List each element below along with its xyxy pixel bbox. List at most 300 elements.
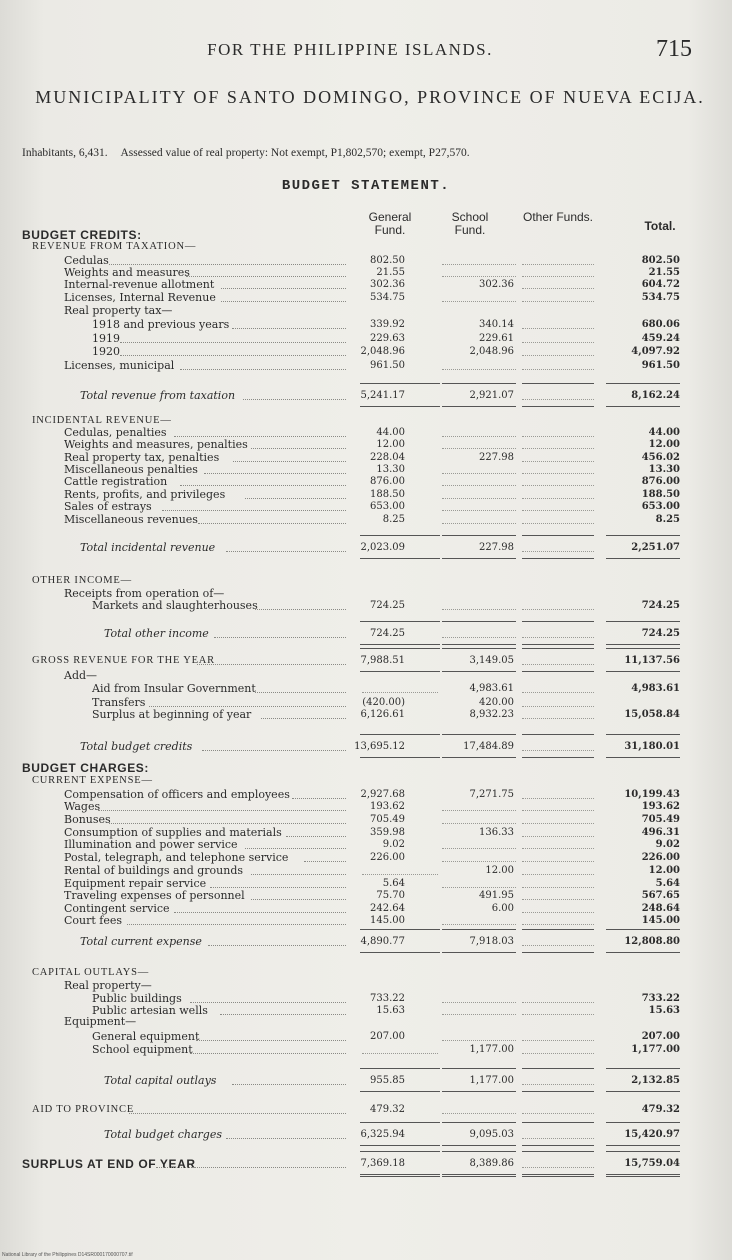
sum-rule (522, 535, 594, 536)
sum-rule (360, 621, 440, 622)
empty-cell-dots (522, 664, 594, 665)
row-label: Wages (64, 800, 101, 813)
empty-cell-dots (522, 899, 594, 900)
general-fund-value: 2,048.96 (360, 346, 405, 357)
empty-cell-dots (522, 342, 594, 343)
general-fund-value: 724.25 (370, 628, 405, 639)
general-fund-value: 15.63 (376, 1005, 405, 1016)
total-value: 10,199.43 (624, 789, 680, 800)
general-fund-value: 302.36 (370, 279, 405, 290)
sum-rule (360, 383, 440, 384)
school-fund-value: 12.00 (485, 865, 514, 876)
leader-dots (245, 498, 346, 499)
total-value: 8,162.24 (631, 390, 680, 401)
row-label: BUDGET CREDITS: (22, 228, 142, 242)
general-fund-value: (420.00) (362, 697, 405, 708)
table-row (0, 708, 732, 722)
total-value: 802.50 (641, 255, 680, 266)
total-value: 456.02 (641, 452, 680, 463)
running-head: FOR THE PHILIPPINE ISLANDS. (207, 40, 493, 59)
sum-rule (442, 535, 516, 536)
total-value: 9.02 (655, 839, 680, 850)
leader-dots (162, 510, 346, 511)
total-value: 21.55 (648, 267, 680, 278)
leader-dots (214, 637, 346, 638)
row-label: GROSS REVENUE FOR THE YEAR (32, 655, 215, 666)
row-label: Public artesian wells (92, 1004, 208, 1017)
school-fund-value: 136.33 (479, 827, 514, 838)
general-fund-value: 9.02 (382, 839, 405, 850)
row-label: Bonuses (64, 813, 111, 826)
empty-cell-dots (522, 510, 594, 511)
row-label: Compensation of officers and employees (64, 788, 290, 801)
empty-cell-dots (442, 1002, 516, 1003)
general-fund-value: 961.50 (370, 360, 405, 371)
total-value: 876.00 (641, 476, 680, 487)
empty-cell-dots (522, 301, 594, 302)
sum-rule (360, 734, 440, 735)
sum-rule (442, 929, 516, 930)
general-fund-value: 188.50 (370, 489, 405, 500)
table-row (0, 574, 732, 588)
school-fund-value: 302.36 (479, 279, 514, 290)
empty-cell-dots (442, 436, 516, 437)
row-label: 1918 and previous years (92, 318, 230, 331)
total-value: 15,058.84 (624, 709, 680, 720)
leader-dots (127, 924, 346, 925)
school-fund-value: 1,177.00 (469, 1044, 514, 1055)
total-value: 4,097.92 (631, 346, 680, 357)
table-row (0, 813, 732, 827)
empty-cell-dots (522, 924, 594, 925)
sum-rule (606, 558, 680, 559)
general-fund-value: 2,927.68 (360, 789, 405, 800)
sum-rule (360, 1068, 440, 1069)
total-value: 248.64 (641, 903, 680, 914)
table-row (0, 740, 732, 754)
table-row (0, 513, 732, 527)
sum-rule (606, 929, 680, 930)
row-label: School equipment (92, 1043, 193, 1056)
general-fund-value: 359.98 (370, 827, 405, 838)
general-fund-value: 229.63 (370, 333, 405, 344)
row-label: 1920 (92, 345, 120, 358)
total-value: 567.65 (641, 890, 680, 901)
row-label: Total incidental revenue (80, 541, 216, 554)
table-row (0, 1030, 732, 1044)
row-label: Sales of estrays (64, 500, 152, 513)
empty-cell-dots (522, 861, 594, 862)
table-row (0, 345, 732, 359)
general-fund-value: 653.00 (370, 501, 405, 512)
leader-dots (197, 664, 346, 665)
row-label: Miscellaneous revenues (64, 513, 198, 526)
empty-cell-dots (442, 637, 516, 638)
table-row (0, 1074, 732, 1088)
leader-dots (243, 399, 346, 400)
row-label: REVENUE FROM TAXATION— (32, 241, 197, 252)
school-fund-value: 1,177.00 (469, 1075, 514, 1086)
sum-rule (442, 1068, 516, 1069)
sum-rule (606, 1091, 680, 1092)
empty-cell-dots (442, 810, 516, 811)
row-label: Aid from Insular Government (92, 682, 256, 695)
general-fund-value: 5.64 (382, 878, 405, 889)
leader-dots (245, 848, 346, 849)
leader-dots (255, 692, 346, 693)
total-value: 961.50 (641, 360, 680, 371)
sum-rule (360, 535, 440, 536)
general-fund-value: 724.25 (370, 600, 405, 611)
general-fund-value: 75.70 (376, 890, 405, 901)
sum-rule (606, 1145, 680, 1146)
row-label: Licenses, municipal (64, 359, 175, 372)
school-fund-value: 6.00 (491, 903, 514, 914)
school-fund-value: 340.14 (479, 319, 514, 330)
sum-rule (522, 1091, 594, 1092)
general-fund-value: 7,988.51 (360, 655, 405, 666)
sum-rule (522, 929, 594, 930)
total-value: 226.00 (641, 852, 680, 863)
sum-rule (522, 648, 594, 649)
general-fund-value: 479.32 (370, 1104, 405, 1115)
sum-rule (442, 383, 516, 384)
sum-rule (522, 1174, 594, 1177)
row-label: BUDGET CHARGES: (22, 761, 150, 775)
total-value: 11,137.56 (624, 655, 680, 666)
total-value: 724.25 (641, 600, 680, 611)
inhabitants-count: Inhabitants, 6,431. (22, 147, 108, 159)
general-fund-value: 6,126.61 (360, 709, 405, 720)
sum-rule (360, 1122, 440, 1123)
table-row (0, 359, 732, 373)
leader-dots (174, 436, 346, 437)
sum-rule (522, 644, 594, 645)
empty-cell-dots (442, 924, 516, 925)
row-label: Transfers (92, 696, 146, 709)
table-row (0, 851, 732, 865)
table-row (0, 599, 732, 613)
empty-cell-dots (522, 551, 594, 552)
school-fund-value: 17,484.89 (463, 741, 514, 752)
row-label: CURRENT EXPENSE— (32, 775, 153, 786)
empty-cell-dots (522, 1138, 594, 1139)
row-label: SURPLUS AT END OF YEAR (22, 1157, 196, 1171)
total-value: 733.22 (641, 993, 680, 1004)
total-value: 459.24 (641, 333, 680, 344)
total-value: 705.49 (641, 814, 680, 825)
school-fund-value: 8,389.86 (469, 1158, 514, 1169)
leader-dots (210, 887, 346, 888)
total-value: 2,132.85 (631, 1075, 680, 1086)
empty-cell-dots (522, 498, 594, 499)
leader-dots (233, 461, 346, 462)
school-fund-value: 227.98 (479, 452, 514, 463)
leader-dots (221, 301, 346, 302)
empty-cell-dots (522, 609, 594, 610)
archive-stamp: National Library of the Philippines D14SR000170000707.tif (2, 1252, 133, 1258)
total-value: 479.32 (641, 1104, 680, 1115)
sum-rule (522, 757, 594, 758)
table-row (0, 864, 732, 878)
row-label: Illumination and power service (64, 838, 238, 851)
leader-dots (251, 448, 346, 449)
total-value: 12.00 (648, 865, 680, 876)
leader-dots (174, 912, 346, 913)
row-label: Surplus at beginning of year (92, 708, 252, 721)
general-fund-value: 6,325.94 (360, 1129, 405, 1140)
empty-cell-dots (442, 609, 516, 610)
sum-rule (442, 644, 516, 645)
school-fund-value: 491.95 (479, 890, 514, 901)
total-value: 1,177.00 (631, 1044, 680, 1055)
empty-cell-dots (442, 498, 516, 499)
sum-rule (360, 648, 440, 649)
sum-rule (606, 1068, 680, 1069)
row-label: 1919 (92, 332, 120, 345)
empty-cell-dots (522, 810, 594, 811)
total-value: 12,808.80 (624, 936, 680, 947)
empty-cell-dots (522, 945, 594, 946)
table-row (0, 966, 732, 980)
row-label: Total current expense (80, 935, 202, 948)
leader-dots (251, 899, 346, 900)
school-fund-value: 2,921.07 (469, 390, 514, 401)
row-label: Public buildings (92, 992, 182, 1005)
empty-cell-dots (522, 399, 594, 400)
row-label: Weights and measures, penalties (64, 438, 248, 451)
total-value: 15,759.04 (624, 1158, 680, 1169)
empty-cell-dots (442, 485, 516, 486)
total-value: 724.25 (641, 628, 680, 639)
total-value: 12.00 (648, 439, 680, 450)
empty-cell-dots (522, 1053, 594, 1054)
total-value: 188.50 (641, 489, 680, 500)
sum-rule (522, 1122, 594, 1123)
row-label: Receipts from operation of— (64, 587, 225, 600)
sum-rule (360, 1091, 440, 1092)
empty-cell-dots (362, 1053, 438, 1054)
total-value: 604.72 (641, 279, 680, 290)
empty-cell-dots (442, 276, 516, 277)
sum-rule (606, 1151, 680, 1152)
total-value: 145.00 (641, 915, 680, 926)
table-row (0, 654, 732, 668)
table-row (0, 838, 732, 852)
school-fund-value: 7,918.03 (469, 936, 514, 947)
sum-rule (606, 1122, 680, 1123)
sum-rule (442, 621, 516, 622)
table-row (0, 669, 732, 683)
empty-cell-dots (362, 692, 438, 693)
row-label: Consumption of supplies and materials (64, 826, 282, 839)
row-label: Traveling expenses of personnel (64, 889, 245, 902)
sum-rule (360, 952, 440, 953)
column-other-funds: Other Funds. (522, 210, 594, 224)
total-value: 4,983.61 (631, 683, 680, 694)
sum-rule (522, 406, 594, 407)
sum-rule (606, 535, 680, 536)
school-fund-value: 2,048.96 (469, 346, 514, 357)
school-fund-value: 227.98 (479, 542, 514, 553)
empty-cell-dots (522, 874, 594, 875)
sum-rule (522, 558, 594, 559)
table-row (0, 627, 732, 641)
empty-cell-dots (442, 264, 516, 265)
empty-cell-dots (442, 448, 516, 449)
empty-cell-dots (522, 887, 594, 888)
row-label: Real property— (64, 979, 152, 992)
empty-cell-dots (442, 510, 516, 511)
sum-rule (606, 734, 680, 735)
leader-dots (109, 264, 346, 265)
empty-cell-dots (442, 369, 516, 370)
leader-dots (198, 523, 346, 524)
total-value: 496.31 (641, 827, 680, 838)
row-label: Cattle registration (64, 475, 168, 488)
row-label: Miscellaneous penalties (64, 463, 198, 476)
empty-cell-dots (522, 276, 594, 277)
general-fund-value: 12.00 (376, 439, 405, 450)
row-label: Add— (64, 669, 98, 682)
column-general-fund: General Fund. (368, 210, 412, 237)
row-label: Real property tax— (64, 304, 173, 317)
row-label: Total capital outlays (104, 1074, 217, 1087)
general-fund-value: 145.00 (370, 915, 405, 926)
general-fund-value: 207.00 (370, 1031, 405, 1042)
table-row (0, 682, 732, 696)
leader-dots (202, 750, 346, 751)
row-label: CAPITAL OUTLAYS— (32, 967, 150, 978)
table-row (0, 475, 732, 489)
sum-rule (606, 1174, 680, 1177)
empty-cell-dots (442, 1040, 516, 1041)
sum-rule (442, 734, 516, 735)
column-total: Total. (644, 219, 676, 233)
total-value: 680.06 (641, 319, 680, 330)
general-fund-value: 876.00 (370, 476, 405, 487)
empty-cell-dots (442, 823, 516, 824)
statement-title: BUDGET STATEMENT. (281, 178, 451, 194)
sum-rule (442, 1091, 516, 1092)
total-value: 13.30 (648, 464, 680, 475)
general-fund-value: 802.50 (370, 255, 405, 266)
table-row (0, 291, 732, 305)
row-label: Weights and measures (64, 266, 190, 279)
total-value: 31,180.01 (624, 741, 680, 752)
sum-rule (606, 406, 680, 407)
leader-dots (190, 1002, 346, 1003)
sum-rule (360, 929, 440, 930)
empty-cell-dots (522, 637, 594, 638)
table-row (0, 304, 732, 318)
school-fund-value: 420.00 (479, 697, 514, 708)
empty-cell-dots (522, 912, 594, 913)
table-row (0, 389, 732, 403)
leader-dots (156, 1167, 346, 1168)
sum-rule (606, 757, 680, 758)
sum-rule (360, 644, 440, 645)
general-fund-value: 242.64 (370, 903, 405, 914)
general-fund-value: 5,241.17 (360, 390, 405, 401)
general-fund-value: 226.00 (370, 852, 405, 863)
general-fund-value: 705.49 (370, 814, 405, 825)
page-number: 715 (656, 36, 692, 62)
general-fund-value: 44.00 (376, 427, 405, 438)
leader-dots (186, 276, 346, 277)
row-label: Cedulas, penalties (64, 426, 167, 439)
empty-cell-dots (522, 369, 594, 370)
leader-dots (190, 1053, 346, 1054)
total-value: 2,251.07 (631, 542, 680, 553)
row-label: AID TO PROVINCE (32, 1104, 135, 1115)
sum-rule (522, 952, 594, 953)
row-label: Postal, telegraph, and telephone service (64, 851, 289, 864)
school-fund-value: 229.61 (479, 333, 514, 344)
row-label: Markets and slaughterhouses (92, 599, 258, 612)
leader-dots (149, 706, 346, 707)
sum-rule (442, 952, 516, 953)
row-label: Total budget credits (80, 740, 193, 753)
empty-cell-dots (522, 1113, 594, 1114)
general-fund-value: 21.55 (376, 267, 405, 278)
general-fund-value: 228.04 (370, 452, 405, 463)
row-label: Internal-revenue allotment (64, 278, 215, 291)
row-label: Equipment— (64, 1015, 137, 1028)
table-row (0, 774, 732, 788)
leader-dots (261, 718, 346, 719)
empty-cell-dots (522, 1040, 594, 1041)
empty-cell-dots (522, 485, 594, 486)
sum-rule (606, 648, 680, 649)
row-label: General equipment (92, 1030, 200, 1043)
table-row (0, 278, 732, 292)
row-label: Contingent service (64, 902, 170, 915)
empty-cell-dots (522, 823, 594, 824)
sum-rule (606, 383, 680, 384)
sum-rule (522, 1068, 594, 1069)
school-fund-value: 9,095.03 (469, 1129, 514, 1140)
total-value: 207.00 (641, 1031, 680, 1042)
general-fund-value: 534.75 (370, 292, 405, 303)
table-row (0, 438, 732, 452)
general-fund-value: 955.85 (370, 1075, 405, 1086)
table-row (0, 889, 732, 903)
table-row (0, 240, 732, 254)
empty-cell-dots (522, 692, 594, 693)
leader-dots (221, 288, 346, 289)
total-value: 8.25 (655, 514, 680, 525)
row-label: Rental of buildings and grounds (64, 864, 244, 877)
leader-dots (255, 609, 346, 610)
empty-cell-dots (522, 718, 594, 719)
sum-rule (442, 406, 516, 407)
row-label: OTHER INCOME— (32, 575, 132, 586)
total-value: 653.00 (641, 501, 680, 512)
row-label: Total other income (104, 627, 209, 640)
total-value: 5.64 (655, 878, 680, 889)
table-row (0, 541, 732, 555)
table-row (0, 800, 732, 814)
empty-cell-dots (442, 848, 516, 849)
row-label: Equipment repair service (64, 877, 207, 890)
empty-cell-dots (522, 448, 594, 449)
general-fund-value: 2,023.09 (360, 542, 405, 553)
sum-rule (360, 1151, 440, 1152)
sum-rule (360, 558, 440, 559)
sum-rule (360, 406, 440, 407)
empty-cell-dots (522, 328, 594, 329)
